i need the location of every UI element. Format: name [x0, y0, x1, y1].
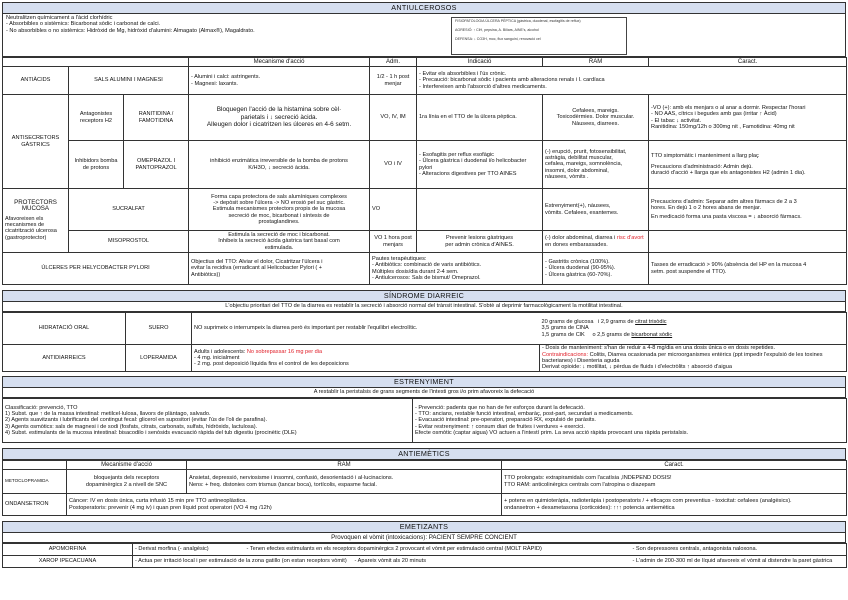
- composition-line: [542, 332, 845, 338]
- text-span: citrat trisòdic: [635, 319, 667, 326]
- info-line: Derivat opioide: ↓ motilitat, ↓ pèrdua de fluids i d'electròlits ↑ absorció d'aigua: [542, 364, 732, 371]
- cell-car: [649, 189, 847, 231]
- table-row: [3, 141, 847, 189]
- col-header: Caract.: [649, 58, 847, 67]
- text-line: -VO (+): amb els menjars o al anar a dormir. Respectar l'horari: [651, 104, 806, 111]
- text-line: - Antiulcerosos: Sals de bismut/ Omeprazol.: [372, 274, 481, 281]
- table-row: [3, 494, 847, 516]
- contraindication-label: Contraindicacions:: [542, 351, 589, 358]
- col-header: Mecanisme d'acció: [67, 461, 187, 470]
- text-line: Antibiòtics)): [191, 271, 221, 278]
- text-line: Múltiples dosis/dia durant 2-4 sem.: [372, 268, 459, 275]
- cell-ram: [543, 141, 649, 189]
- cell-ram: [543, 189, 649, 231]
- cell-ram: [187, 470, 502, 494]
- group-subtitle: Afavoreixen els mecanismes de cicatrització ulcerosa (gastroprotector): [5, 215, 57, 241]
- text-line: Estimula la secreció de moc i bicarbonat.: [228, 232, 330, 239]
- row-label-protectors: [3, 189, 69, 253]
- cell-mech: [67, 494, 502, 516]
- cell-info: [540, 345, 847, 372]
- text-line: Nens: + freq. distonies com trismus (tancar boca), tortícolis, espasme facial.: [189, 481, 377, 488]
- cell-adm: VO, IV, IM: [370, 95, 417, 141]
- text-line: ondansetron + dexametasona (corticoides): ↑↑↑ potencia antiemètica: [504, 504, 675, 511]
- drug-name: SUCRALFAT: [69, 189, 189, 231]
- cell-indications: [413, 399, 847, 443]
- cell-mech: [189, 231, 370, 253]
- text-line: (-) erupció, prurit, fotosensibilitat,: [545, 148, 627, 155]
- document-page: [2, 2, 846, 568]
- text-line: Pautes terapèutiques:: [372, 255, 427, 262]
- fisio-agresio: AGRESIÓ: ↑ ClH, pepsina, A. Biliars, AINE's, alcohol: [455, 28, 539, 32]
- section-header-emetitzants: EMETIZANTS: [2, 521, 846, 533]
- text-span: o 2,5 grams de: [592, 331, 630, 338]
- fisiopatologia-box: [451, 17, 627, 55]
- fisio-title: FISIOPATOLOGIA ÚLCERA PÈPTICA (gàstrica, duodenal, esofagitis de reflux): [455, 19, 581, 23]
- text-line: - Precaució: bicarbonat sòdic i pacients amb alteracions renals i I. cardíaca: [419, 77, 605, 84]
- cell-mech: [189, 95, 370, 141]
- text-line: secreció de moc, bicarbonat i síntesis de: [228, 212, 330, 219]
- cell-mech: [189, 141, 370, 189]
- text-line: -> depòsit sobre l'úlcera -> NO erosió pel suc gàstric.: [213, 200, 345, 207]
- text-line: 1) Subst. que ↑ de la massa intestinal: metilcel·lulosa, llavors de plàntago, salvado.: [5, 411, 211, 418]
- text-line: Postoperatoris: prevenir (4 mg iv) i quan pren líquid post operatori (VO 4 mg /12h): [69, 504, 272, 511]
- text-line: - Alteracions digestives per TTO AINES: [419, 170, 517, 177]
- emetitzants-subtitle: Provoquen el vòmit (intoxicacions): PACIENT SEMPRE CONCIENT: [2, 533, 846, 543]
- text-line: nàusees, vòmits .: [545, 173, 589, 180]
- text-line: En medicació forma una pasta viscosa = ↓ absorció fàrmacs.: [651, 214, 802, 221]
- col-header: Mecanisme d'acció: [189, 58, 370, 67]
- diarreic-objective: L'objectiu prioritari del TTO de la diarrea es restablir la secreció i absorció normal del trànsit intestinal. S'obtè al deprimir farmacològicament la motilitat intestinal.: [2, 302, 846, 312]
- text-line: - Prevenció: padents que no han de fer esforços durant la defecació.: [415, 404, 585, 411]
- text-line: - El tabac ↓ activitat.: [651, 117, 702, 124]
- text-line: Precaucions d'admin: Separar adm altres fàrmacs de 2 a 3: [651, 198, 797, 205]
- row-label-antidiarreics: ANTIDIARREICS: [3, 345, 126, 372]
- cell-adm: VO: [370, 189, 417, 231]
- cell-car-empty: [649, 231, 847, 253]
- cell-ind: [417, 231, 543, 253]
- text-line: Prevenir lesions gàstriques: [445, 235, 514, 242]
- table-row: [3, 470, 847, 494]
- text-line: Precaucions d'administració: Admin dejú.: [651, 163, 753, 170]
- table-header-row: [3, 461, 847, 470]
- text-line: K/H3O, ↓ secreció àcida.: [248, 164, 310, 171]
- text-line: - Magnesi: laxants.: [191, 80, 238, 87]
- text-span: Adults i adolescents:: [194, 348, 246, 355]
- estrenyiment-table: [2, 398, 847, 443]
- diarreic-table: [2, 312, 847, 372]
- text-line: Estimula mecanismes protectors propis de la mucosa: [212, 206, 346, 213]
- text-line: Cefalees, mareigs.: [572, 108, 619, 115]
- cell-adm: VO 1 hora post menjars: [370, 231, 417, 253]
- text-line: TTO RAM: anticolinèrgics centrals com l'atropina o diazepam: [504, 481, 656, 488]
- dose-line: - 4 mg. inicialment: [194, 354, 240, 361]
- antiulcerosos-table: [2, 57, 847, 285]
- section-header-antiulcerosos: ANTIULCEROSOS: [2, 2, 846, 14]
- text-line: - NO AAS, cítrics i begudes amb gas (irritar ↑ Àcid): [651, 111, 777, 118]
- cell-ind: [417, 141, 543, 189]
- text-line: cefalea, mareigs, somnolència,: [545, 161, 623, 168]
- text-line: hores. En dejú 1 o 2 hores abans de menjar.: [651, 204, 762, 211]
- cell-mech: [189, 189, 370, 231]
- text-line: parietals i ↓ secreció àcida.: [240, 113, 318, 121]
- text-line: per admin crònica d'AINES.: [445, 241, 514, 248]
- drug-name: ONDANSETRON: [3, 494, 67, 516]
- table-row: [3, 313, 847, 345]
- cell-mech: [67, 470, 187, 494]
- text-line: dopaminèrgics 2 a nivell de SNC: [85, 481, 168, 488]
- text-line: TTO simptomàtic i manteniment a llarg plaç: [651, 152, 759, 159]
- col-header: RAM: [543, 58, 649, 67]
- col-header: Indicació: [417, 58, 543, 67]
- text-line: - Úlcera duodenal (90-95%).: [545, 265, 616, 272]
- table-row: [3, 95, 847, 141]
- row-label-ulceres: ÚLCERES PER HELYCOBACTER PYLORI: [3, 253, 189, 285]
- text-line: Efecte osmòtic (captar aigua) VO actuen a l'intestí prim. La seva acció ràpida provocant una ràpida peristalsis.: [415, 429, 689, 436]
- text-line: Alleugen dolor i cicatritzen les úlceres en 4-6 setm.: [206, 121, 352, 129]
- text-line: Nàusees, diarrees.: [572, 120, 619, 127]
- cell-text: - Son depressores centrals, antagonista naloxona.: [631, 544, 847, 556]
- text-line: - Esofagitis per reflux esofàgic: [419, 151, 494, 158]
- text-line: Classificació: prevenció, TTO: [5, 404, 78, 411]
- table-row: [3, 231, 847, 253]
- cell-ram: [502, 494, 847, 516]
- cell-car: [649, 141, 847, 189]
- text-line: Ranitidina: 150mg/12h o 300mg nit , Famotidina: 40mg nit: [651, 123, 795, 130]
- table-row: [3, 67, 847, 95]
- col-header: RAM: [187, 461, 502, 470]
- text-line: Forma capa protectora de sals alumíniques complexes: [211, 193, 347, 200]
- text-line: - Evitar restrenyiment: ↑ consum diari de fruites i verdures + exercici.: [415, 423, 585, 430]
- text-line: + potens en quimioteràpia, radioteràpia i postoperatoris / + eficaços com preventius - toxicitat: cefalees (analgèsics).: [504, 498, 792, 505]
- cell-classification: [3, 399, 413, 443]
- row-label-hidratacio: HIDRATACIÓ ORAL: [3, 313, 126, 345]
- cell-text: [133, 556, 631, 568]
- text-line: Toxicodèrmies. Dolor muscular.: [556, 114, 635, 121]
- text-span: - Actua per irritació local i per estimulació de la zona gatillo (on estan receptors vòmit): [135, 558, 347, 565]
- table-row: [3, 253, 847, 285]
- text-span: Colitis, Diarrea ocasionada per microorganismes entèrics (ppt impedir l'expulsió de les toxines bacterianes) i Disenteria aguda: [542, 351, 823, 364]
- text-line: 4) Subst. estimulants de la mucosa intestinal: bisacodilo i senòsids evacuació ràpida del tub digestiu (procinètic (DLE): [5, 429, 297, 436]
- row-label-antisecretors: ANTISECRETORS GÀSTRICS: [3, 95, 69, 189]
- drug-name: MISOPROSTOL: [69, 231, 189, 253]
- cell-adm: VO i IV: [370, 141, 417, 189]
- intro-line: Neutralitzen químicament a l'àcid clorhídric: [6, 15, 113, 21]
- drug-name: APOMORFINA: [3, 544, 133, 556]
- composition-line: 3,5 grams de ClNA: [541, 325, 589, 332]
- drug-name: SUERO: [126, 313, 192, 345]
- text-line: 3) Agents osmòtics: sals de magnesi i de sodi (fosfats, citrats, carbonats, sulfats, hidròxids, lactulosa).: [5, 423, 258, 430]
- text-line: 2) Agents suavitzants i lubrificants del contingut fecal: glicerol en supositori (evitar l'ús de l'oli de parafina).: [5, 417, 268, 424]
- cell-text: - Tenen efectes estimulants en els receptors dopaminèrgics 2 provocant el vòmit per estimulació central (MOLT RÀPID): [245, 544, 631, 556]
- subgroup-label: Antagonistes receptors H2: [69, 95, 124, 141]
- section-header-diarreic: SÍNDROME DIARREIC: [2, 290, 846, 302]
- dose-line: - 2 mg. post deposició líquida fins el control de les deposicions: [194, 361, 349, 368]
- text-line: Càncer: IV en dosis única, curta infusió 15 min pre TTO antineoplàstica.: [69, 498, 247, 505]
- text-line: evitar la recidiva (erradicant al Helicobacter Pylori ( +: [191, 265, 323, 272]
- cell-adm: 1/2 - 1 h post menjar: [370, 67, 417, 95]
- text-line: estimulada.: [264, 244, 294, 251]
- text-line: - TTO: ancians, restable funció intestinal, embaràç, post-part, secundari a medicaments.: [415, 411, 634, 418]
- text-line: Ansietat, depressió, nerviosisme i insomni, confusió, desorientació i al·lucinacions.: [189, 475, 394, 482]
- drug-name: RANITIDINA / FAMOTIDINA: [124, 95, 189, 141]
- cell-ind: 1ra línia en el TTO de la úlcera pèptica.: [417, 95, 543, 141]
- text-line: inhibició enzimàtica irreversible de la bomba de protons: [210, 158, 348, 165]
- subgroup-label: Inhibidors bomba de protons: [69, 141, 124, 189]
- cell-suero-text: NO suprimeix o interrumpeix la diarrea però és important per restablir l'equilibri electrolític.: [192, 313, 540, 345]
- text-line: setm. post suspendre el TTO).: [651, 268, 727, 275]
- text-line: Tasses de erradicació > 90% (absència del HP en la mucosa 4: [651, 262, 807, 269]
- info-line: - Dosis de manteniment: s'han de reduir a 4-8 mg/dia en una dosis única o en dosis repetides.: [542, 345, 776, 352]
- cell-ram: [543, 253, 649, 285]
- antiulcerosos-intro: [2, 14, 846, 57]
- text-line: - Interfereixen amb l'absorció d'altres medicaments.: [419, 83, 547, 90]
- cell-dose: [192, 345, 540, 372]
- fisio-defensa: DEFENSA: ↓ CO3H, moc, flux sanguini, renovació cel: [455, 37, 541, 41]
- table-row: [3, 544, 847, 556]
- text-line: Objectius del TTO: Alviar el dolor, Cicatritzar l'úlcera i: [191, 259, 323, 266]
- drug-name: METOCLOPRAMIDA: [3, 470, 67, 494]
- text-line: - Gastritis crònica (100%).: [545, 259, 610, 266]
- text-line: - Evitar els absorbibles i l'ús crònic.: [419, 71, 507, 78]
- text-span: 1,5 grams de ClK: [541, 331, 585, 338]
- cell-ram: [543, 95, 649, 141]
- col-header-blank: [3, 461, 67, 470]
- text-span: bicarbonat sòdic: [631, 331, 673, 338]
- text-line: - Úlcera gàstrica (60-70%).: [545, 271, 612, 278]
- cell-car: [649, 253, 847, 285]
- text-line: astràgia, debilitat muscular,: [545, 155, 613, 162]
- section-header-estrenyiment: ESTRENYIMENT: [2, 376, 846, 388]
- antiemetics-table: [2, 460, 847, 516]
- dose-limit-warning: No sobrepassar 16 mg per dia: [246, 348, 323, 355]
- text-line: insomni, dolor abdominal,: [545, 167, 609, 174]
- text-span: (-) dolor abdominal, diarrea i: [545, 235, 616, 242]
- text-line: - Úlcera gàstrica i duodenal i/o helicobacter pylori: [419, 158, 527, 171]
- intro-line: - No absorbibles o no sistèmics: Hidròxid de Mg, hidròxid d'alumini: Almagato (Almax®), Magaldrato.: [6, 27, 255, 34]
- group-title: PROTECTORS MUCOSA: [14, 199, 57, 213]
- text-line: bloquejants dels receptors: [93, 475, 160, 482]
- table-row: [3, 556, 847, 568]
- cell-mech: [189, 67, 370, 95]
- text-line: duració d'acció + llarga que els antagonistes H2 (admin 1 dia).: [651, 170, 806, 177]
- text-line: - Antibiòtics: combinació de varis antibiòtics.: [372, 262, 482, 269]
- cell-car: [502, 470, 847, 494]
- intro-line: - Absorbibles o sistèmics: Bicarbonat sòdic i carbonat de calci.: [6, 21, 161, 28]
- col-header: Adm.: [370, 58, 417, 67]
- emetitzants-table: [2, 543, 847, 568]
- cell-obj: [189, 253, 370, 285]
- cell-ram: [543, 231, 649, 253]
- text-line: vòmits. Cefalees, exantemes.: [545, 209, 619, 216]
- text-line: Inhibeix la secreció àcida gàstrica tant basal com: [218, 238, 340, 245]
- cell-pautes: [370, 253, 543, 285]
- text-span: en dones embarassades.: [545, 241, 608, 248]
- text-span: - Apareix vòmit als 20 minuts: [354, 558, 427, 565]
- cell-suero-composition: [540, 313, 847, 345]
- table-row: [3, 399, 847, 443]
- drug-name: LOPERAMIDA: [126, 345, 192, 372]
- table-row: [3, 189, 847, 231]
- risk-highlight: risc d'avort: [616, 235, 644, 242]
- col-header-blank: [3, 58, 189, 67]
- drug-name: SALS ALUMINI I MAGNESI: [69, 67, 189, 95]
- table-row: [3, 345, 847, 372]
- text-line: prostaglandines.: [258, 218, 300, 225]
- table-header-row: [3, 58, 847, 67]
- text-line: - Alumini i calci: astringents.: [191, 74, 261, 81]
- cell-ind: [417, 67, 847, 95]
- text-line: - Evacuació intestinal: pre-operatori, preparació RX, expulsió de paràsits.: [415, 417, 596, 424]
- cell-text: - Derivat morfina (- analgèsic): [133, 544, 245, 556]
- text-line: TTO prolongats: extrapiramidals com l'acatísia ,INDEPEND DOSIS!: [504, 475, 672, 482]
- drug-name: XAROP IPECACUANA: [3, 556, 133, 568]
- text-span: 20 grams de glucosa: [541, 319, 594, 326]
- cell-car: [649, 95, 847, 141]
- text-line: Bloquegen l'acció de la histamina sobre cèl·: [216, 106, 342, 114]
- cell-ind-empty: [417, 189, 543, 231]
- estrenyiment-subtitle: A restablir la peristalsis de grans segments de l'intesti gros i/o prim afavoreix la defecació: [2, 388, 846, 398]
- info-line: [542, 352, 844, 365]
- cell-text: - L'admin de 200-300 ml de líquid afavoreix el vòmit al distendre la paret gàstrica: [631, 556, 847, 568]
- text-span: i 2,9 grams de: [598, 319, 634, 326]
- row-label-antiacids: ANTIÀCIDS: [3, 67, 69, 95]
- text-line: Estrenyiment(+), nàusees,: [545, 203, 611, 210]
- drug-name: OMEPRAZOL I PANTOPRAZOL: [124, 141, 189, 189]
- section-header-antiemetics: ANTIEMÈTICS: [2, 448, 846, 460]
- col-header: Caract.: [502, 461, 847, 470]
